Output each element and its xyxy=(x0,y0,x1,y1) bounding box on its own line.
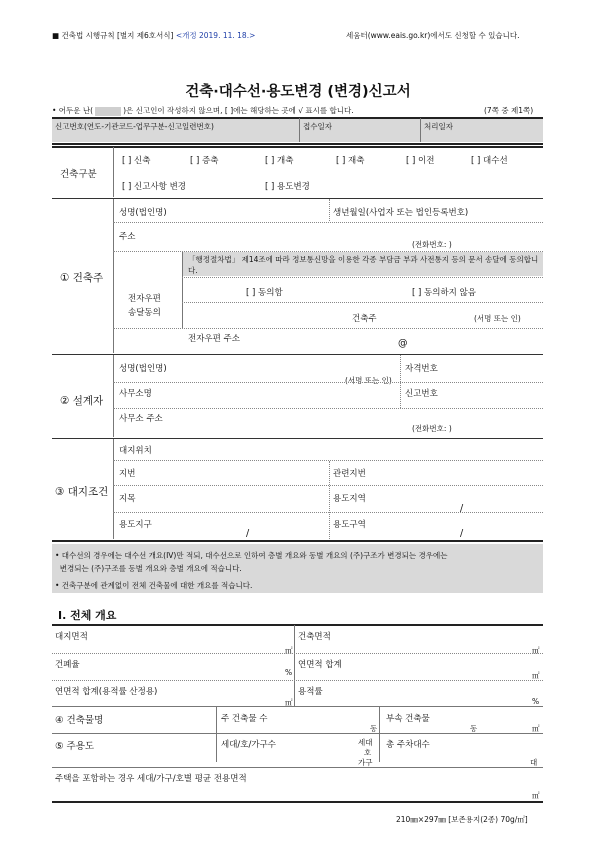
total-floor-unit: ㎡ xyxy=(532,671,540,680)
qualification-number-label: 자격번호 xyxy=(405,364,438,374)
main-count-unit: 동 xyxy=(370,724,378,733)
option-new[interactable]: [ ] 신축 xyxy=(122,156,151,166)
office-address-label: 사무소 주소 xyxy=(119,414,163,424)
designer-report-number-label: 신고번호 xyxy=(405,389,438,399)
building-category-label: 건축구분 xyxy=(60,169,97,180)
option-use-change[interactable]: [ ] 용도변경 xyxy=(265,182,310,192)
email-at: @ xyxy=(398,338,408,349)
option-relocate[interactable]: [ ] 이전 xyxy=(406,156,435,166)
households-label: 세대/호/가구수 xyxy=(221,740,276,750)
designer-name-label: 성명(법인명) xyxy=(119,364,167,374)
unit-ho: 호 xyxy=(364,748,372,757)
avg-area-unit: ㎡ xyxy=(532,791,540,800)
consent-agree[interactable]: [ ] 동의함 xyxy=(246,288,283,298)
district-slash: / xyxy=(246,528,250,539)
email-address-label: 전자우편 주소 xyxy=(188,334,240,344)
paper-spec: 210㎜×297㎜ [보존용지(2종) 70g/㎡] xyxy=(396,815,528,824)
owner-birth-label: 생년월일(사업자 또는 법인등록번호) xyxy=(333,208,469,218)
owner-sign-label: 건축주 xyxy=(352,314,377,324)
email-consent-label: 전자우편 송달동의 xyxy=(128,294,161,318)
zone-slash: / xyxy=(460,503,464,514)
far-unit: % xyxy=(532,697,540,706)
total-floor-far-label: 연면적 합계(용적률 산정용) xyxy=(55,687,158,697)
unit-household: 세대 xyxy=(358,738,373,747)
report-number-label: 신고번호(연도-기관코드-업무구분-신고일련번호) xyxy=(55,122,214,131)
owner-section-label: ① 건축주 xyxy=(60,272,104,284)
site-area-unit: ㎡ xyxy=(285,646,293,655)
designer-phone: (전화번호: ) xyxy=(412,424,452,433)
annex-count-unit: 동 xyxy=(470,724,478,733)
annex-area-unit: ㎡ xyxy=(532,724,540,733)
far-label: 용적률 xyxy=(298,687,323,697)
lot-number-label: 지번 xyxy=(119,469,136,479)
building-name-label: ④ 건축물명 xyxy=(55,715,104,726)
consent-disagree[interactable]: [ ] 동의하지 않음 xyxy=(412,288,477,298)
page-count: (7쪽 중 제1쪽) xyxy=(484,106,534,115)
avg-area-label: 주택을 포함하는 경우 세대/가구/호별 평균 전용면적 xyxy=(55,774,247,784)
site-location-label: 대지위치 xyxy=(119,446,152,456)
designer-section-label: ② 설계자 xyxy=(60,395,104,407)
form-reference: ■ 건축법 시행규칙 [별지 제6호서식] <개정 2019. 11. 18.> xyxy=(52,31,256,40)
note-line-2: 변경되는 (주)구조를 동별 개요와 층별 개요에 적습니다. xyxy=(55,564,242,573)
building-area-label: 건축면적 xyxy=(298,632,331,642)
office-name-label: 사무소명 xyxy=(119,389,152,399)
annex-building-label: 부속 건축물 xyxy=(386,714,430,724)
main-use-label: ⑤ 주용도 xyxy=(55,741,95,752)
area-label: 용도구역 xyxy=(333,520,366,530)
overview-title: Ⅰ. 전체 개요 xyxy=(58,609,117,622)
land-category-label: 지목 xyxy=(119,494,136,504)
district-label: 용도지구 xyxy=(119,520,152,530)
owner-address-label: 주소 xyxy=(119,232,136,242)
option-reconstruct[interactable]: [ ] 재축 xyxy=(336,156,365,166)
instruction-note: • 어두운 난( )은 신고인이 작성하지 않으며, [ ]에는 해당하는 곳에 √ 표시를 합니다. xyxy=(52,106,354,115)
site-section-label: ③ 대지조건 xyxy=(55,486,109,498)
email-consent-text: 「행정절차법」 제14조에 따라 정보통신망을 이용한 각종 부담금 부과 사전통지 등의 문서 송달에 동의합니다. xyxy=(188,255,539,275)
owner-signature: (서명 또는 인) xyxy=(474,314,521,323)
area-slash: / xyxy=(460,528,464,539)
page-title: 건축·대수선·용도변경 (변경)신고서 xyxy=(185,84,411,100)
online-notice: 세움터(www.eais.go.kr)에서도 신청할 수 있습니다. xyxy=(346,31,520,40)
option-report-change[interactable]: [ ] 신고사항 변경 xyxy=(122,182,187,192)
note-line-1: • 대수선의 경우에는 대수선 개요(IV)만 적되, 대수선으로 인하여 층별 개요와 동별 개요의 (주)구조가 변경되는 경우에는 xyxy=(55,551,448,560)
main-building-count-label: 주 건축물 수 xyxy=(221,714,268,724)
building-area-unit: ㎡ xyxy=(532,646,540,655)
option-major-repair[interactable]: [ ] 대수선 xyxy=(471,156,508,166)
option-extension[interactable]: [ ] 증축 xyxy=(190,156,219,166)
note-line-3: • 건축구분에 관계없이 전체 건축물에 대한 개요를 적습니다. xyxy=(55,581,253,590)
receipt-date-label: 접수일자 xyxy=(303,122,332,131)
coverage-label: 건폐율 xyxy=(55,660,80,670)
zone-label: 용도지역 xyxy=(333,494,366,504)
owner-phone: (전화번호: ) xyxy=(412,240,452,249)
coverage-unit: % xyxy=(285,668,293,677)
total-floor-far-unit: ㎡ xyxy=(285,698,293,707)
site-area-label: 대지면적 xyxy=(55,632,88,642)
related-lot-label: 관련지번 xyxy=(333,469,366,479)
owner-name-label: 성명(법인명) xyxy=(119,208,167,218)
parking-unit: 대 xyxy=(530,758,538,767)
unit-gagu: 가구 xyxy=(358,758,373,767)
process-date-label: 처리일자 xyxy=(424,122,453,131)
designer-signature: (서명 또는 인) xyxy=(345,376,392,385)
option-rebuild[interactable]: [ ] 개축 xyxy=(265,156,294,166)
total-floor-label: 연면적 합계 xyxy=(298,660,342,670)
parking-label: 총 주차대수 xyxy=(386,740,430,750)
